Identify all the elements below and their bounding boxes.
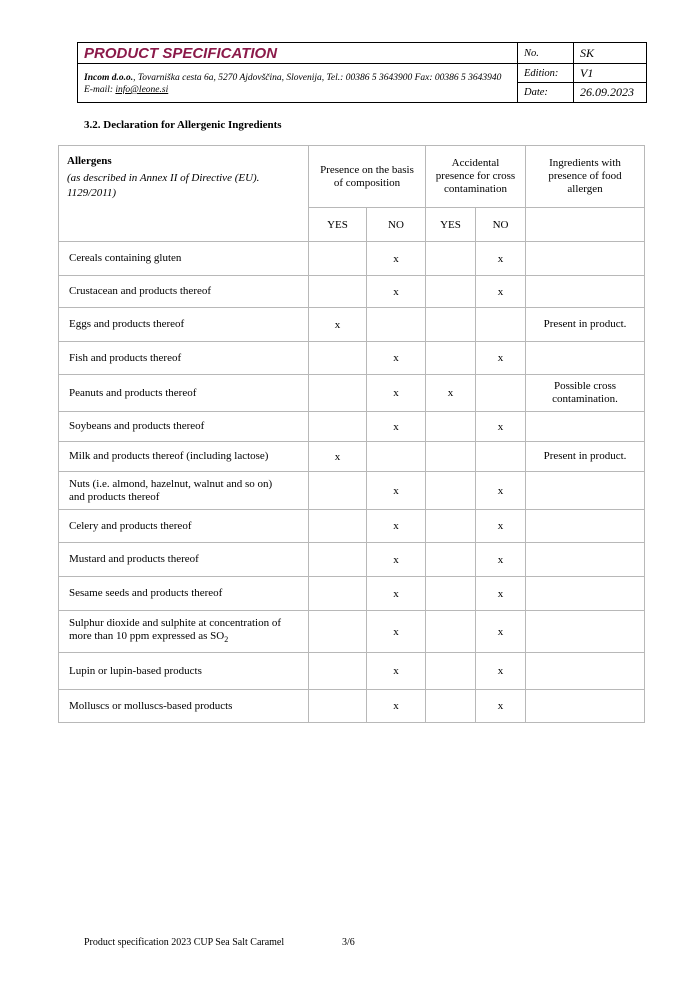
accidental-no-cell: x <box>476 342 526 375</box>
presence-yes-cell <box>309 577 367 611</box>
accidental-no-cell: x <box>476 510 526 543</box>
ingredients-note-cell <box>526 510 645 543</box>
accidental-no-cell: x <box>476 690 526 723</box>
accidental-yes-cell <box>426 442 476 472</box>
presence-no-cell: x <box>367 690 426 723</box>
accidental-no-cell <box>476 375 526 412</box>
presence-no-cell: x <box>367 472 426 510</box>
allergen-name-text: Sulphur dioxide and sulphite at concentration of more than 10 ppm expressed as SO <box>69 616 282 642</box>
presence-yes-cell <box>309 690 367 723</box>
presence-yes-cell <box>309 276 367 308</box>
accidental-yes-cell <box>426 577 476 611</box>
ingredients-note-cell <box>526 412 645 442</box>
subscript-two: 2 <box>224 635 229 645</box>
allergen-name: Molluscs or molluscs-based products <box>59 690 309 723</box>
accidental-yes-cell <box>426 308 476 342</box>
presence-no-cell: x <box>367 653 426 690</box>
presence-yes-cell <box>309 510 367 543</box>
accidental-yes-cell <box>426 472 476 510</box>
accidental-no-cell <box>476 308 526 342</box>
table-row <box>59 611 645 653</box>
presence-no-header: NO <box>367 208 426 242</box>
allergen-name: Celery and products thereof <box>59 510 309 543</box>
accidental-yes-cell <box>426 510 476 543</box>
table-row <box>59 543 645 577</box>
ingredients-note-cell <box>526 242 645 276</box>
table-row <box>59 472 645 510</box>
accidental-yes-cell <box>426 242 476 276</box>
presence-yes-cell <box>309 611 367 653</box>
ingredients-note-cell <box>526 276 645 308</box>
table-row <box>59 510 645 543</box>
presence-yes-cell <box>309 472 367 510</box>
ingredients-note-cell <box>526 472 645 510</box>
accidental-no-cell: x <box>476 276 526 308</box>
table-row <box>59 442 645 472</box>
company-name: Incom d.o.o. <box>84 73 134 83</box>
table-row <box>59 276 645 308</box>
presence-yes-cell: x <box>309 308 367 342</box>
accidental-no-cell: x <box>476 543 526 577</box>
allergen-name: Soybeans and products thereof <box>59 412 309 442</box>
ingredients-note-cell <box>526 342 645 375</box>
presence-no-cell: x <box>367 342 426 375</box>
ingredients-note-cell <box>526 611 645 653</box>
accidental-yes-cell <box>426 342 476 375</box>
allergens-subheading: (as described in Annex II of Directive (EU). 1129/2011) <box>67 172 260 199</box>
company-address <box>78 64 518 103</box>
presence-no-cell: x <box>367 276 426 308</box>
accidental-header: Accidental presence for cross contamination <box>426 146 526 208</box>
table-row <box>59 653 645 690</box>
allergen-name: Fish and products thereof <box>59 342 309 375</box>
table-row <box>59 690 645 723</box>
allergen-name <box>59 611 309 653</box>
footer-page-number: 3/6 <box>342 937 355 948</box>
presence-yes-cell <box>309 412 367 442</box>
document-header <box>77 42 647 103</box>
ingredients-note-cell <box>526 690 645 723</box>
presence-yes-cell <box>309 242 367 276</box>
accidental-yes-cell <box>426 276 476 308</box>
ingredients-header: Ingredients with presence of food allergen <box>526 146 645 208</box>
presence-header: Presence on the basis of composition <box>309 146 426 208</box>
document-title: PRODUCT SPECIFICATION <box>78 43 518 64</box>
presence-no-cell <box>367 442 426 472</box>
ingredients-subheader-empty <box>526 208 645 242</box>
accidental-yes-cell <box>426 412 476 442</box>
presence-yes-cell: x <box>309 442 367 472</box>
accidental-no-header: NO <box>476 208 526 242</box>
ingredients-note-cell <box>526 543 645 577</box>
accidental-no-cell: x <box>476 472 526 510</box>
accidental-yes-cell <box>426 611 476 653</box>
accidental-yes-cell <box>426 543 476 577</box>
accidental-yes-cell <box>426 653 476 690</box>
allergen-name: Lupin or lupin-based products <box>59 653 309 690</box>
presence-no-cell: x <box>367 577 426 611</box>
email-link[interactable]: info@leone.si <box>115 85 169 95</box>
presence-no-cell: x <box>367 543 426 577</box>
allergen-name: Milk and products thereof (including lactose) <box>59 442 309 472</box>
ingredients-note-cell: Present in product. <box>526 308 645 342</box>
ingredients-note-cell: Present in product. <box>526 442 645 472</box>
table-row <box>59 577 645 611</box>
table-row <box>59 342 645 375</box>
accidental-yes-cell <box>426 690 476 723</box>
edition-value: V1 <box>574 64 647 83</box>
footer-document-name: Product specification 2023 CUP Sea Salt Caramel <box>84 937 285 948</box>
ingredients-note-cell <box>526 653 645 690</box>
table-header-row <box>59 146 645 208</box>
accidental-no-cell <box>476 442 526 472</box>
allergens-heading: Allergens <box>67 155 112 167</box>
presence-yes-cell <box>309 342 367 375</box>
table-row <box>59 412 645 442</box>
allergen-name: Eggs and products thereof <box>59 308 309 342</box>
allergen-name: Peanuts and products thereof <box>59 375 309 412</box>
allergens-header <box>59 146 309 242</box>
accidental-no-cell: x <box>476 577 526 611</box>
date-label: Date: <box>518 83 574 103</box>
accidental-no-cell: x <box>476 242 526 276</box>
presence-no-cell: x <box>367 611 426 653</box>
edition-label: Edition: <box>518 64 574 83</box>
allergen-name: Crustacean and products thereof <box>59 276 309 308</box>
presence-yes-cell <box>309 375 367 412</box>
number-value: SK <box>574 43 647 64</box>
accidental-no-cell: x <box>476 653 526 690</box>
address-text: , Tovarniška cesta 6a, 5270 Ajdovščina, Slovenija, Tel.: 00386 5 3643900 Fax: 00386 5 3643940 E-mail: <box>84 73 502 95</box>
allergen-name: Cereals containing gluten <box>59 242 309 276</box>
accidental-yes-header: YES <box>426 208 476 242</box>
accidental-yes-cell: x <box>426 375 476 412</box>
presence-yes-cell <box>309 653 367 690</box>
date-value: 26.09.2023 <box>574 83 647 103</box>
table-row <box>59 375 645 412</box>
ingredients-note-cell: Possible cross contamination. <box>526 375 645 412</box>
presence-yes-header: YES <box>309 208 367 242</box>
table-row <box>59 308 645 342</box>
accidental-no-cell: x <box>476 412 526 442</box>
presence-no-cell <box>367 308 426 342</box>
allergen-table <box>58 145 645 723</box>
accidental-no-cell: x <box>476 611 526 653</box>
presence-no-cell: x <box>367 510 426 543</box>
allergen-name: Sesame seeds and products thereof <box>59 577 309 611</box>
allergen-rows <box>59 242 645 723</box>
allergen-name: Mustard and products thereof <box>59 543 309 577</box>
allergen-name: Nuts (i.e. almond, hazelnut, walnut and so on) and products thereof <box>59 472 309 510</box>
presence-no-cell: x <box>367 242 426 276</box>
presence-yes-cell <box>309 543 367 577</box>
section-title: 3.2. Declaration for Allergenic Ingredients <box>84 119 282 131</box>
ingredients-note-cell <box>526 577 645 611</box>
number-label: No. <box>518 43 574 64</box>
table-row <box>59 242 645 276</box>
presence-no-cell: x <box>367 375 426 412</box>
presence-no-cell: x <box>367 412 426 442</box>
